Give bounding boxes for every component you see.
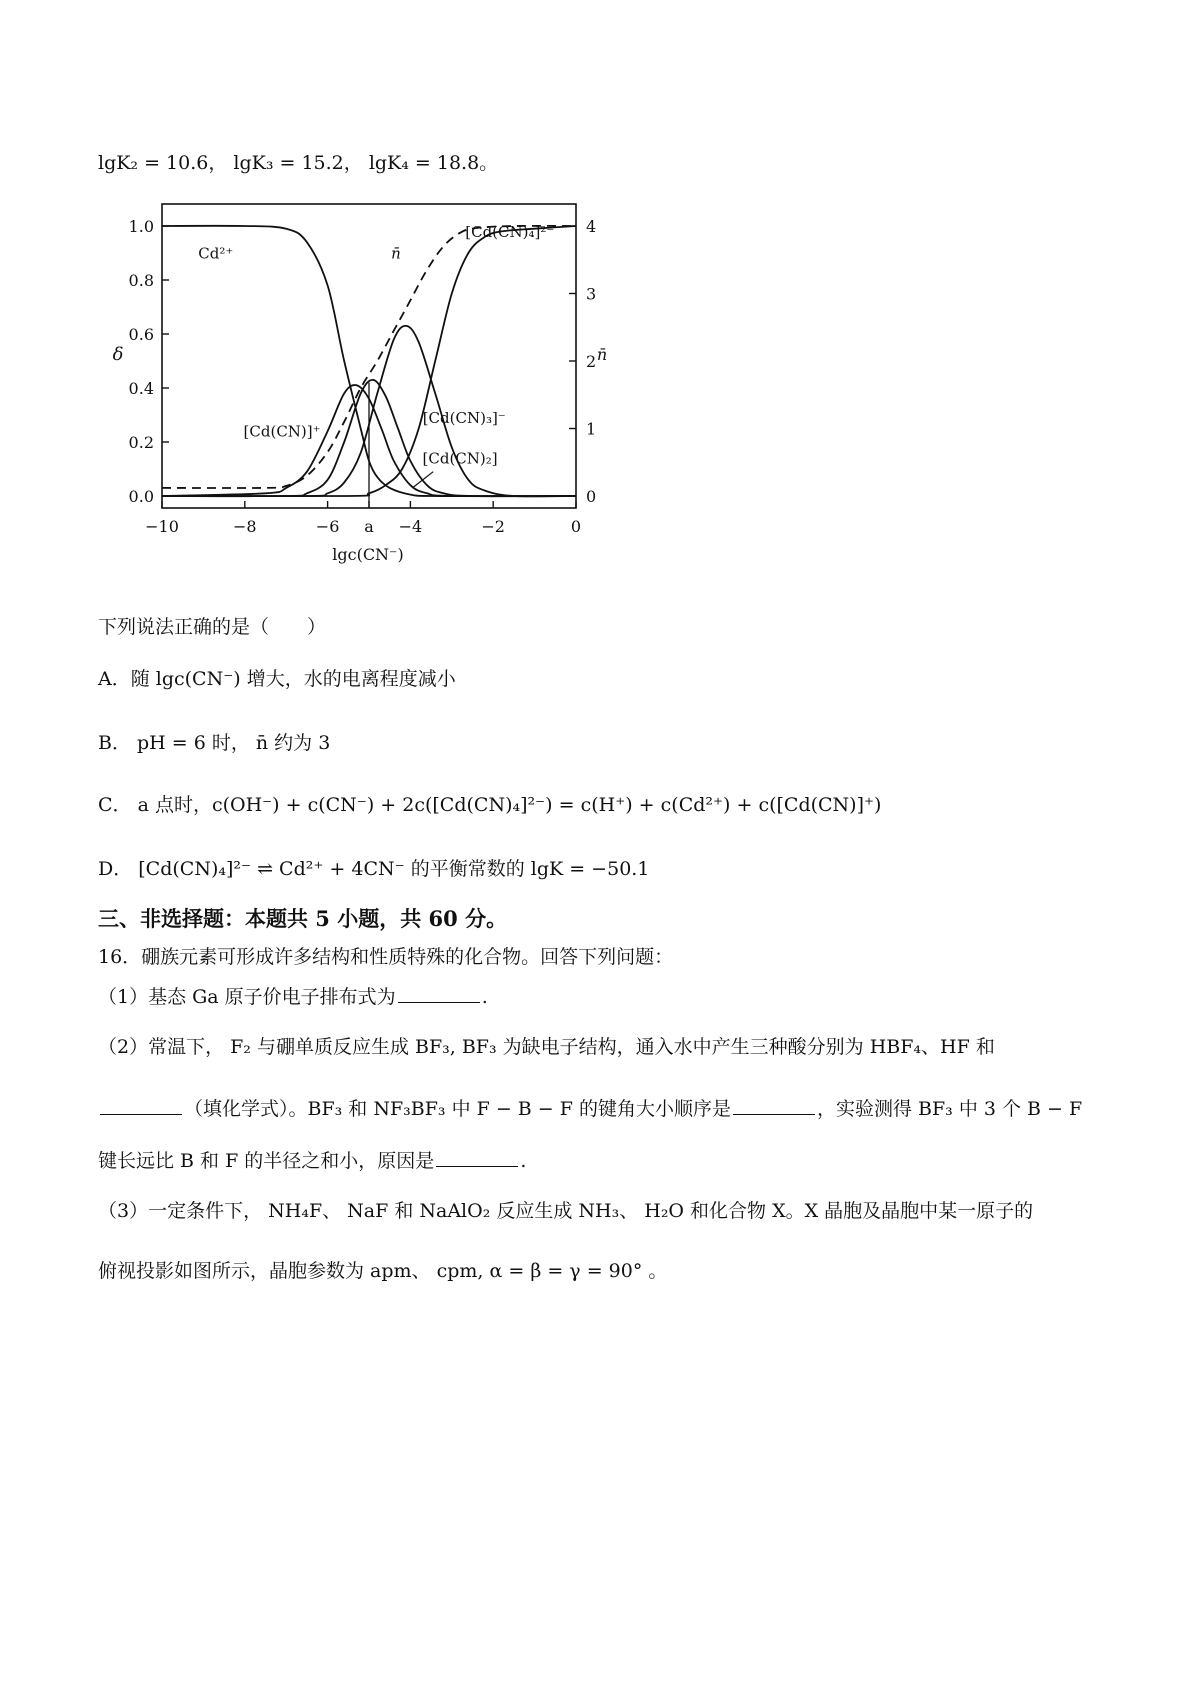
x-tick-label: a <box>364 517 374 536</box>
answer-blank-1[interactable] <box>398 986 480 1003</box>
y-left-tick-label: 0.8 <box>128 271 154 290</box>
answer-blank-2[interactable] <box>100 1098 182 1115</box>
y-right-tick-label: 2 <box>586 352 597 371</box>
q16-part1-text: （1）基态 Ga 原子价电子排布式为 <box>98 986 396 1008</box>
option-c: C． a 点时，c(OH⁻) + c(CN⁻) + 2c([Cd(CN)₄]²⁻) = c(H⁺) + c(Cd²⁺) + c([Cd(CN)]⁺) <box>98 794 882 816</box>
y-left-tick-label: 1.0 <box>128 217 154 236</box>
lgk3-text: lgK₃ = 15.2， <box>233 152 363 174</box>
q16-part2-tail: ，实验测得 BF₃ 中 3 个 B − F <box>816 1098 1083 1120</box>
lgk2-text: lgK₂ = 10.6， <box>98 152 228 174</box>
y-left-tick-label: 0.0 <box>128 487 154 506</box>
y-right-tick-label: 3 <box>586 284 597 304</box>
constants-line <box>98 150 498 176</box>
y-left-tick-label: 0.6 <box>128 325 154 344</box>
section-heading: 三、非选择题：本题共 5 小题，共 60 分。 <box>98 906 508 931</box>
option-a: A．随 lgc(CN⁻) 增大，水的电离程度减小 <box>98 668 456 690</box>
q16-part2-line2 <box>98 1096 1082 1122</box>
q16-part2-line1: （2）常温下， F₂ 与硼单质反应生成 BF₃, BF₃ 为缺电子结构，通入水中产生三种酸分别为 HBF₄、HF 和 <box>98 1036 995 1058</box>
question-prompt: 下列说法正确的是（ ） <box>98 616 327 638</box>
x-tick-label: −4 <box>398 517 423 536</box>
y-right-tick-label: 4 <box>586 217 597 236</box>
label-cdcn4: [Cd(CN)₄]²⁻ <box>465 222 555 241</box>
answer-blank-4[interactable] <box>436 1150 518 1167</box>
x-tick-label: −8 <box>233 517 257 536</box>
q16-part3-line1: （3）一定条件下， NH₄F、 NaF 和 NaAlO₂ 反应生成 NH₃、 H₂O 和化合物 X。X 晶胞及晶胞中某一原子的 <box>98 1200 1034 1222</box>
q16-part2-mid: （填化学式）。BF₃ 和 NF₃BF₃ 中 F − B − F 的键角大小顺序是 <box>184 1098 731 1120</box>
option-d: D． [Cd(CN)₄]²⁻ ⇌ Cd²⁺ + 4CN⁻ 的平衡常数的 lgK = −50.1 <box>98 858 650 880</box>
y-left-axis-label: δ <box>112 344 124 365</box>
q16-part1-end: . <box>481 986 488 1008</box>
y-right-axis-label: n̄ <box>596 345 608 364</box>
option-b: B． pH = 6 时， n̄ 约为 3 <box>98 732 331 754</box>
y-right-tick-label: 1 <box>586 419 597 439</box>
label-cd2: Cd²⁺ <box>198 244 234 263</box>
q16-part1 <box>98 984 488 1010</box>
x-tick-label: −6 <box>315 517 340 536</box>
q16-intro: 16．硼族元素可形成许多结构和性质特殊的化合物。回答下列问题： <box>98 946 674 968</box>
distribution-chart <box>100 190 620 600</box>
y-right-tick-label: 0 <box>586 487 597 506</box>
q16-part2-line3 <box>98 1148 526 1174</box>
y-left-tick-label: 0.4 <box>128 379 154 398</box>
q16-part2-end: . <box>520 1150 527 1172</box>
label-cdcn: [Cd(CN)]⁺ <box>243 422 321 441</box>
x-tick-label: 0 <box>570 517 582 536</box>
x-tick-label: −10 <box>145 517 179 536</box>
label-cdcn2-pointer <box>412 472 433 488</box>
label-cdcn2: [Cd(CN)₂] <box>422 449 498 468</box>
q16-part2-reason: 键长远比 B 和 F 的半径之和小，原因是 <box>98 1150 435 1172</box>
label-nbar: n̄ <box>391 244 401 263</box>
lgk4-text: lgK₄ = 18.8。 <box>368 152 499 174</box>
label-cdcn3: [Cd(CN)₃]⁻ <box>422 409 506 428</box>
x-axis-label: lgc(CN⁻) <box>332 545 404 564</box>
q16-part3-line2: 俯视投影如图所示，晶胞参数为 apm、 cpm, α = β = γ = 90° 。 <box>98 1260 668 1282</box>
y-left-tick-label: 0.2 <box>128 433 154 452</box>
x-tick-label: −2 <box>481 517 505 536</box>
answer-blank-3[interactable] <box>733 1098 815 1115</box>
